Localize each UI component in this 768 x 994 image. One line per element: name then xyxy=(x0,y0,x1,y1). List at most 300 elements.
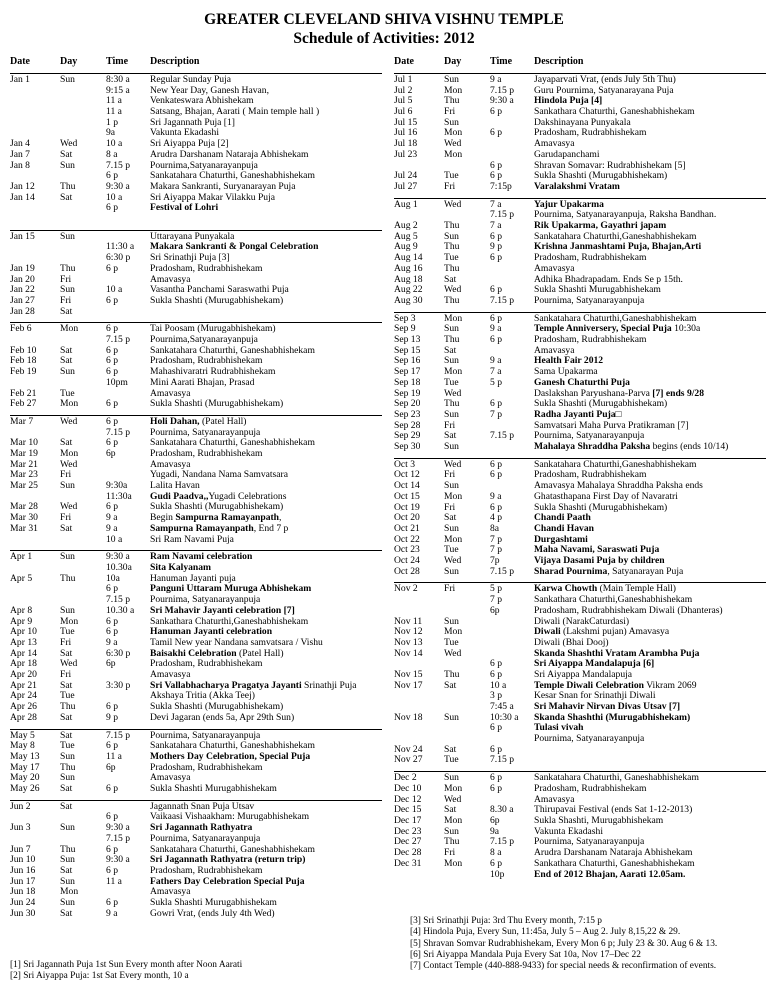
description-cell: Vakunta Ekadashi xyxy=(534,826,604,837)
description-cell: Sukla Shashti (Murugabhishekam) xyxy=(150,399,284,410)
description-cell: Pournima, Satyanarayanpuja xyxy=(150,427,261,438)
description-cell: Amavasya xyxy=(150,388,191,399)
day-cell: Fri xyxy=(60,470,72,481)
highlight-text: Baisakhi Celebration xyxy=(150,648,237,659)
day-cell: Sun xyxy=(444,826,459,837)
day-cell-column xyxy=(444,584,462,766)
date-cell: May 17 xyxy=(10,762,40,773)
highlight-text: Sri Vallabhacharya Pragatya Jayanti xyxy=(150,680,302,691)
day-cell: Mon xyxy=(444,128,463,139)
description-cell: Lalita Havan xyxy=(150,481,200,492)
description-cell: Sankatahara Chaturthi,Ganeshabhishekam xyxy=(534,313,697,324)
day-cell: Sun xyxy=(60,285,75,296)
day-cell xyxy=(60,428,78,439)
date-cell: Oct 23 xyxy=(394,545,420,556)
time-cell xyxy=(106,670,134,681)
day-cell: Wed xyxy=(444,199,462,210)
time-cell: 7.15 p xyxy=(490,295,514,306)
time-cell: 7.15 p xyxy=(490,566,514,577)
time-cell xyxy=(490,150,514,161)
date-cell: Jul 18 xyxy=(394,139,418,150)
day-cell: Sun xyxy=(444,441,459,452)
time-cell: 6p xyxy=(106,762,116,773)
time-cell: 6 p xyxy=(490,253,502,264)
description-cell: Pradosham, Rudrabhishekam xyxy=(150,356,263,367)
time-cell xyxy=(106,214,130,225)
date-cell xyxy=(10,812,35,823)
day-cell: Tue xyxy=(60,691,75,702)
description-cell: Skanda Shashthi Vratam Arambha Puja xyxy=(534,648,700,659)
day-cell: Tue xyxy=(444,171,459,182)
day-cell: Sun xyxy=(444,566,459,577)
date-cell: May 26 xyxy=(10,784,40,794)
time-cell: 6 p xyxy=(490,335,502,346)
description-cell: Pradosham, Rudrabhishekam xyxy=(534,784,647,795)
date-cell-column xyxy=(394,314,420,453)
time-cell: 7.15 p xyxy=(106,160,130,171)
day-cell: Wed xyxy=(60,502,78,513)
date-cell: Nov 17 xyxy=(394,680,423,691)
day-cell: Fri xyxy=(60,513,72,524)
day-cell: Sun xyxy=(444,773,459,784)
date-cell xyxy=(394,702,423,713)
date-cell xyxy=(10,428,38,439)
time-cell: 7 a xyxy=(490,367,502,378)
date-cell: Aug 9 xyxy=(394,242,418,253)
time-cell-column xyxy=(490,460,514,578)
time-cell xyxy=(490,442,514,453)
time-cell: 10 a xyxy=(106,534,123,545)
date-cell: Sep 16 xyxy=(394,356,421,367)
day-cell: Fri xyxy=(60,669,72,680)
day-cell: Sat xyxy=(60,648,73,659)
day-cell xyxy=(444,606,462,617)
time-cell xyxy=(106,389,130,400)
day-cell: Sun xyxy=(60,231,75,242)
day-cell: Sun xyxy=(60,897,75,908)
date-cell: Apr 8 xyxy=(10,605,33,616)
time-cell-column xyxy=(106,552,134,723)
month-group xyxy=(394,582,766,771)
description-cell: Uttarayana Punyakala xyxy=(150,231,235,242)
date-cell-column xyxy=(394,773,421,869)
date-cell: Jun 30 xyxy=(10,908,36,919)
time-cell: 7 p xyxy=(490,545,502,556)
date-cell: Jun 17 xyxy=(10,876,36,887)
date-cell: Sep 30 xyxy=(394,441,421,452)
date-cell xyxy=(10,203,35,214)
description-cell: Festival of Lohri xyxy=(150,203,219,214)
description-cell: Ganesh Chaturthi Puja xyxy=(534,377,630,388)
month-group xyxy=(394,458,766,583)
time-cell: 7p xyxy=(490,555,500,566)
date-cell xyxy=(10,214,35,225)
day-cell: Sun xyxy=(60,751,75,762)
day-cell-column xyxy=(444,200,461,307)
time-cell: 9 a xyxy=(106,513,118,524)
description-cell-column xyxy=(534,75,766,193)
description-cell: Dakshinayana Punyakala xyxy=(534,117,631,128)
day-cell: Thu xyxy=(60,844,76,855)
day-cell: Fri xyxy=(60,274,72,285)
day-cell: Fri xyxy=(444,181,456,192)
date-cell: Apr 5 xyxy=(10,573,33,584)
day-cell-column xyxy=(444,773,462,869)
date-cell: Aug 5 xyxy=(394,231,418,242)
day-cell: Mon xyxy=(444,534,463,545)
date-cell: Dec 17 xyxy=(394,816,422,827)
date-cell: Nov 2 xyxy=(394,584,418,595)
day-cell: Sun xyxy=(444,616,459,627)
date-cell: Nov 18 xyxy=(394,712,423,723)
description-cell: Vijaya Dasami Puja by children xyxy=(534,555,665,566)
day-cell xyxy=(444,659,462,670)
date-cell: Apr 14 xyxy=(10,648,37,659)
left-schedule-body xyxy=(10,73,382,924)
description-cell: Sankatahara Chaturthi, Ganeshabhishekam xyxy=(150,438,315,449)
day-cell: Wed xyxy=(60,416,78,427)
description-cell: Sri Aiyappa Mandalapuja [6] xyxy=(534,659,655,670)
day-cell: Sun xyxy=(60,160,75,171)
day-cell xyxy=(444,691,462,702)
description-cell: Maha Navami, Saraswati Puja xyxy=(534,545,660,556)
highlight-text: Temple Diwali Celebration xyxy=(534,680,644,691)
day-cell xyxy=(444,734,462,745)
date-cell-column xyxy=(394,75,417,193)
time-cell: 6 p xyxy=(106,295,118,306)
time-cell: 6 p xyxy=(106,784,118,794)
day-cell xyxy=(60,563,78,574)
time-cell: 7 p xyxy=(490,409,502,420)
date-cell xyxy=(394,606,423,617)
description-cell: Sri Jagannath Rathyatra xyxy=(150,823,253,834)
time-cell: 7.15 p xyxy=(490,85,514,96)
date-cell: Nov 24 xyxy=(394,744,423,755)
description-cell: Sri Jagannath Puja [1] xyxy=(150,117,235,128)
day-cell: Sun xyxy=(60,876,75,887)
title-line-2: Schedule of Activities: 2012 xyxy=(293,30,475,47)
day-cell: Sat xyxy=(60,356,73,367)
time-cell: 6 p xyxy=(490,231,502,242)
time-cell: 6p xyxy=(490,605,500,616)
month-group xyxy=(394,312,766,458)
date-cell: Oct 19 xyxy=(394,502,420,513)
day-cell xyxy=(60,203,77,214)
day-cell: Sat xyxy=(60,306,73,317)
description-cell: Mahashivaratri Rudrabhishekam xyxy=(150,367,276,378)
date-cell: Mar 28 xyxy=(10,502,38,513)
day-cell: Fri xyxy=(60,295,72,306)
time-cell: 7 p xyxy=(490,595,502,606)
month-group xyxy=(10,550,382,728)
description-cell-column xyxy=(150,232,382,318)
time-cell: 6:30 p xyxy=(106,648,131,659)
day-cell: Sat xyxy=(60,345,73,356)
time-cell: 6 p xyxy=(106,416,118,427)
time-cell: 10.30 a xyxy=(106,605,135,616)
time-cell: 6 p xyxy=(106,203,118,214)
description-cell: Durgashtami xyxy=(534,534,588,545)
description-cell: Baisakhi Celebration (Patel Hall) xyxy=(150,648,284,659)
column-header xyxy=(10,56,382,73)
date-cell: Dec 15 xyxy=(394,805,422,816)
date-cell: Jan 19 xyxy=(10,263,35,274)
day-cell: Mon xyxy=(60,616,79,627)
date-cell: Dec 10 xyxy=(394,784,422,795)
date-cell xyxy=(394,659,423,670)
date-cell: Feb 6 xyxy=(10,324,32,335)
time-cell xyxy=(490,264,514,275)
time-cell: 8a xyxy=(490,523,500,534)
right-schedule-body xyxy=(394,73,766,885)
description-cell: Pradosham, Rudrabhishekam xyxy=(150,263,263,274)
date-cell xyxy=(10,834,35,845)
description-cell: Temple Anniversery, Special Puja 10:30a xyxy=(534,324,701,335)
description-cell: Regular Sunday Puja xyxy=(150,75,232,85)
day-cell xyxy=(60,214,77,225)
time-cell: 6 p xyxy=(490,171,502,182)
day-cell: Sun xyxy=(444,409,459,420)
time-cell-column xyxy=(490,75,514,193)
time-cell: 6 p xyxy=(490,399,502,410)
month-group xyxy=(10,73,382,230)
description-cell: Pradosham, Rudrabhishekam xyxy=(150,865,263,876)
day-cell: Wed xyxy=(444,555,462,566)
date-cell: Jul 23 xyxy=(394,149,418,160)
date-cell-column xyxy=(394,460,420,578)
date-cell: Oct 20 xyxy=(394,513,420,524)
right-schedule-column xyxy=(394,56,766,885)
day-cell: Sun xyxy=(60,773,75,784)
day-cell: Sat xyxy=(60,865,73,876)
description-cell: Yugadi, Nandana Nama Samvatsara xyxy=(150,470,288,481)
time-cell xyxy=(106,232,134,243)
day-cell xyxy=(60,378,78,389)
date-cell: Sep 29 xyxy=(394,431,421,442)
date-cell-column xyxy=(394,200,423,307)
day-cell xyxy=(60,834,78,845)
time-cell xyxy=(106,470,132,481)
date-cell: Sep 19 xyxy=(394,388,421,399)
day-cell-column xyxy=(60,731,75,795)
description-cell: Sri Aiyappa Puja [2] xyxy=(150,139,229,150)
date-cell: Sep 28 xyxy=(394,420,421,431)
date-cell: Jul 24 xyxy=(394,171,418,182)
description-cell-column xyxy=(150,731,382,795)
time-cell: 6 p xyxy=(106,627,118,638)
time-cell: 6 p xyxy=(490,784,502,795)
day-cell: Mon xyxy=(60,887,79,898)
description-cell-column xyxy=(534,460,766,578)
time-cell: 7.15 p xyxy=(490,837,514,848)
day-cell: Sat xyxy=(60,712,73,723)
description-cell: Tai Poosam (Murugabhishekam) xyxy=(150,324,276,335)
description-cell: Pournima, Satyanarayanpuja xyxy=(150,833,261,844)
description-cell: Mini Aarati Bhajan, Prasad xyxy=(150,377,255,388)
description-cell xyxy=(534,755,766,766)
day-cell: Thu xyxy=(444,96,460,107)
description-cell: Sankatahara Chaturthi,Ganeshabhishekam xyxy=(534,231,697,242)
time-cell: 9a xyxy=(106,128,116,139)
time-cell: 8 a xyxy=(490,848,502,859)
day-cell: Mon xyxy=(444,627,463,638)
month-group xyxy=(10,800,382,925)
day-cell: Fri xyxy=(444,470,456,481)
time-cell: 6 p xyxy=(106,812,118,823)
date-cell: Jan 20 xyxy=(10,274,35,285)
date-cell: Dec 12 xyxy=(394,794,422,805)
description-cell: Venkateswara Abhishekam xyxy=(150,96,254,107)
highlight-text: Diwali xyxy=(534,627,561,638)
time-cell: 6 p xyxy=(106,584,118,595)
description-cell: Sankathara Chaturthi,Ganeshabhishekam xyxy=(150,616,309,627)
description-cell: Ghatasthapana First Day of Navaratri xyxy=(534,491,678,502)
day-cell: Thu xyxy=(60,702,76,712)
day-cell: Sun xyxy=(444,523,459,534)
date-cell xyxy=(10,253,35,264)
description-cell: Jayaparvati Vrat, (ends July 5th Thu) xyxy=(534,75,676,85)
date-cell: Jul 27 xyxy=(394,181,418,192)
description-cell: New Year Day, Ganesh Havan, xyxy=(150,85,269,96)
time-cell: 7.15 p xyxy=(106,730,130,741)
date-cell: Oct 12 xyxy=(394,470,420,481)
description-cell: Samvatsari Maha Purva Pratikraman [7] xyxy=(534,420,689,431)
date-cell: Jan 4 xyxy=(10,139,30,150)
date-cell: Nov 13 xyxy=(394,637,423,648)
day-cell: Wed xyxy=(60,659,78,670)
footnote: [2] Sri Aiyappa Puja: 1st Sat Every month, 10 a xyxy=(10,971,189,982)
day-cell xyxy=(60,171,77,182)
description-cell: Mothers Day Celebration, Special Puja xyxy=(150,751,311,762)
time-cell xyxy=(106,802,130,813)
description-header: Description xyxy=(534,56,584,67)
date-cell: Sep 13 xyxy=(394,335,421,346)
description-cell: Sri Aiyappa Makar Vilakku Puja xyxy=(150,192,276,203)
day-cell: Sun xyxy=(60,75,75,85)
day-cell xyxy=(444,595,462,606)
date-cell: Jul 16 xyxy=(394,128,418,139)
day-cell-column xyxy=(60,324,78,410)
day-cell: Thu xyxy=(60,573,76,584)
highlight-text: Sharad Pournima xyxy=(534,566,608,577)
date-cell: Oct 28 xyxy=(394,566,420,577)
description-cell: Jagannath Snan Puja Utsav xyxy=(150,801,255,812)
description-cell: Diwali (Bhai Dooj) xyxy=(534,637,609,648)
date-cell: Sep 17 xyxy=(394,367,421,378)
day-cell: Sun xyxy=(444,356,459,367)
date-header: Date xyxy=(10,56,30,67)
description-cell: Sampurna Ramayanpath, End 7 p xyxy=(150,523,289,534)
description-cell: Diwali (Lakshmi pujan) Amavasya xyxy=(534,627,670,638)
description-cell: Sankatahara Chaturthi,Ganeshabhishekam xyxy=(534,459,697,470)
description-cell: Makara Sankranti & Pongal Celebration xyxy=(150,242,319,253)
highlight-text: [7] ends 9/28 xyxy=(652,388,704,399)
date-header: Date xyxy=(394,56,414,67)
description-cell: Panguni Uttaram Muruga Abhishekam xyxy=(150,584,312,595)
day-cell: Fri xyxy=(444,107,456,118)
day-cell: Wed xyxy=(60,459,78,470)
time-cell: 6 p xyxy=(490,858,502,869)
time-header: Time xyxy=(490,56,513,67)
date-cell: Feb 10 xyxy=(10,345,37,356)
description-cell: Vasantha Panchami Saraswathi Puja xyxy=(150,285,289,296)
date-cell: Jul 15 xyxy=(394,117,418,128)
time-cell: 9 a xyxy=(106,523,118,534)
description-cell: Begin Sampurna Ramayanpath, xyxy=(150,513,282,524)
description-cell: Chandi Paath xyxy=(534,513,591,524)
day-cell: Sat xyxy=(444,274,457,285)
day-cell: Sat xyxy=(60,680,73,691)
description-cell: Health Fair 2012 xyxy=(534,356,604,367)
day-cell: Thu xyxy=(444,295,460,306)
description-cell: Devi Jagaran (ends 5a, Apr 29th Sun) xyxy=(150,712,295,723)
date-cell: Sep 18 xyxy=(394,377,421,388)
day-cell: Mon xyxy=(60,399,79,410)
description-cell: Sukla Shashti, Murugabhishekam xyxy=(534,816,664,827)
date-cell xyxy=(10,86,35,97)
footnote: [5] Shravan Somvar Rudrabhishekam, Every Mon 6 p; July 23 & 30. Aug 6 & 13. xyxy=(410,938,718,949)
date-cell: Apr 21 xyxy=(10,680,37,691)
date-cell xyxy=(394,210,423,221)
day-cell: Sat xyxy=(444,345,457,356)
day-cell: Sat xyxy=(444,513,457,524)
description-cell-column xyxy=(150,324,382,410)
day-cell: Thu xyxy=(444,263,460,274)
description-cell: Sama Upakarma xyxy=(534,367,598,378)
time-cell: 9 p xyxy=(106,712,118,723)
description-cell: Sankatahara Chaturthi, Ganeshabhishekam xyxy=(150,741,315,752)
time-cell: 10p xyxy=(490,869,505,880)
description-cell-column xyxy=(150,417,382,545)
time-cell: 10:30 a xyxy=(490,712,519,723)
description-cell: Radha Jayanti Puja□ xyxy=(534,409,622,420)
footnote: [1] Sri Jagannath Puja 1st Sun Every month after Noon Aarati xyxy=(10,960,243,970)
date-cell: Mar 31 xyxy=(10,523,38,534)
description-cell: Sukla Shashti Murugabhishekam xyxy=(534,285,661,296)
date-cell: May 20 xyxy=(10,773,40,784)
time-cell xyxy=(106,691,134,702)
date-cell xyxy=(10,535,38,546)
footnotes-left xyxy=(10,960,242,983)
time-cell: 7.15 p xyxy=(490,431,514,442)
day-cell: Tue xyxy=(60,741,75,752)
time-cell: 9 a xyxy=(490,75,502,85)
time-cell: 1 p xyxy=(106,117,118,128)
day-cell: Sat xyxy=(60,523,73,534)
description-cell: Chandi Havan xyxy=(534,523,594,534)
description-cell: Sri Aiyappa Mandalapuja xyxy=(534,669,633,680)
day-cell: Thu xyxy=(444,242,460,253)
day-cell xyxy=(444,723,462,734)
description-cell: Pournima, Satyanarayanpuja xyxy=(534,837,645,848)
description-cell: Sri Srinathji Puja [3] xyxy=(150,253,230,264)
date-cell: Jan 28 xyxy=(10,306,35,317)
day-cell xyxy=(60,812,78,823)
day-cell xyxy=(60,128,77,139)
description-cell: Amavasya xyxy=(534,263,575,274)
time-cell xyxy=(490,627,519,638)
day-cell: Wed xyxy=(444,794,462,805)
time-cell xyxy=(106,773,130,784)
day-cell: Tue xyxy=(444,253,459,264)
date-cell: Jul 5 xyxy=(394,96,413,107)
description-cell: Rik Upakarma, Gayathri japam xyxy=(534,221,667,232)
date-cell: Mar 10 xyxy=(10,438,38,449)
date-cell: Sep 15 xyxy=(394,345,421,356)
date-cell: Jan 1 xyxy=(10,75,30,85)
date-cell: Jun 18 xyxy=(10,887,36,898)
time-cell: 6 p xyxy=(106,399,118,410)
